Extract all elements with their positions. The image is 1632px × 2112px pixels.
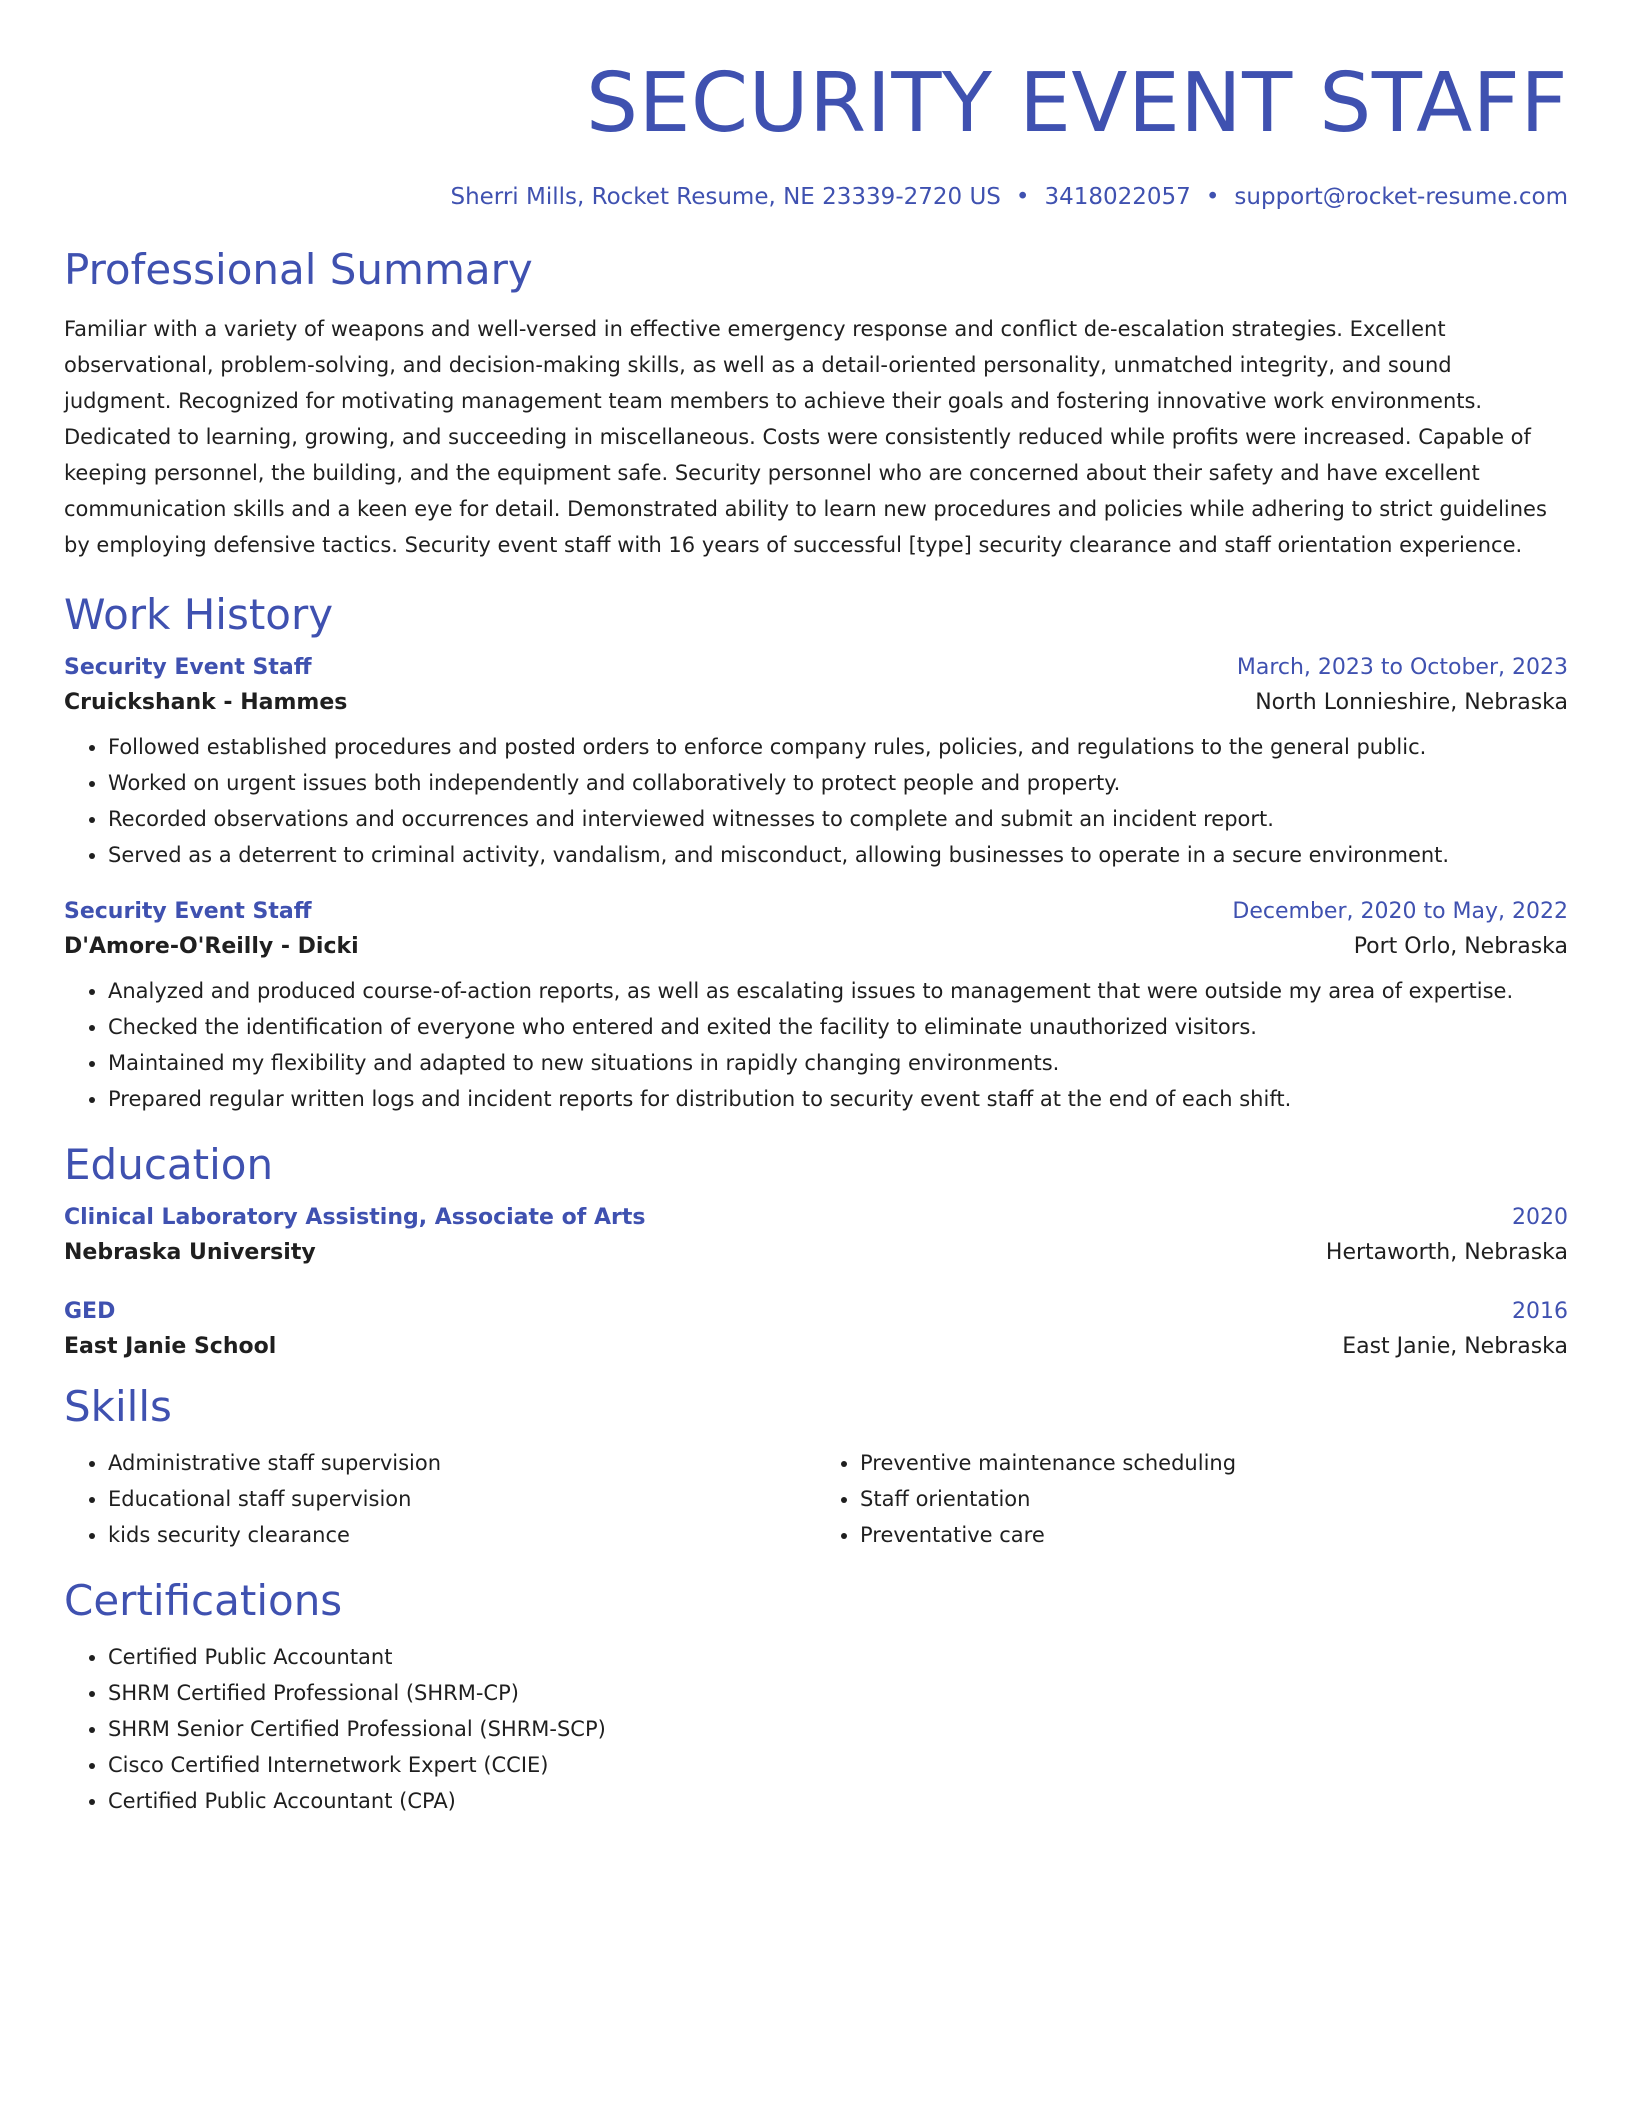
skills-list-right <box>816 1445 1568 1553</box>
job-bullet: • Followed established procedures and posted orders to enforce company rules, policies, and regulations to the general public. <box>108 729 1568 765</box>
resume-title: SECURITY EVENT STAFF <box>586 56 1568 151</box>
education-school: Nebraska University <box>64 1240 316 1265</box>
skill-item: • Educational staff supervision <box>108 1481 816 1517</box>
skills-heading: Skills <box>64 1382 172 1431</box>
job-bullets <box>64 729 1568 873</box>
skills-list-left <box>64 1445 816 1553</box>
job-bullet: • Served as a deterrent to criminal activity, vandalism, and misconduct, allowing businesses to operate in a secure environment. <box>108 837 1568 873</box>
work-history-heading: Work History <box>64 590 334 639</box>
job-bullets <box>64 973 1568 1117</box>
job-employer: Cruickshank - Hammes <box>64 690 348 715</box>
certification-item: • SHRM Certified Professional (SHRM-CP) <box>108 1675 1568 1711</box>
skill-item: • Preventative care <box>860 1517 1568 1553</box>
education-location: Hertaworth, Nebraska <box>1325 1240 1568 1265</box>
job-entry <box>64 899 1568 1117</box>
job-dates: December, 2020 to May, 2022 <box>1232 899 1568 924</box>
summary-line: observational, problem-solving, and decision-making skills, as well as a detail-oriented personality, unmatched integrity, and sound <box>64 353 1452 377</box>
education-year: 2020 <box>1512 1205 1568 1230</box>
certification-item: • SHRM Senior Certified Professional (SHRM-SCP) <box>108 1711 1568 1747</box>
summary-line: judgment. Recognized for motivating management team members to achieve their goals and fostering innovative work environments. <box>64 389 1483 413</box>
summary-line: Dedicated to learning, growing, and succeeding in miscellaneous. Costs were consistently reduced while profits were increased. Capable of <box>64 425 1531 449</box>
skill-item: • Administrative staff supervision <box>108 1445 816 1481</box>
job-bullet: • Recorded observations and occurrences and interviewed witnesses to complete and submit an incident report. <box>108 801 1568 837</box>
job-title: Security Event Staff <box>64 899 312 924</box>
certification-item: • Certified Public Accountant <box>108 1639 1568 1675</box>
education-header <box>64 1299 1568 1324</box>
summary-line: communication skills and a keen eye for detail. Demonstrated ability to learn new procedures and policies while adhering to strict guidelines <box>64 497 1547 521</box>
education-heading: Education <box>64 1140 274 1189</box>
education-degree: Clinical Laboratory Assisting, Associate of Arts <box>64 1205 646 1230</box>
job-title: Security Event Staff <box>64 655 312 680</box>
certifications-list <box>64 1639 1568 1819</box>
certification-item: • Certified Public Accountant (CPA) <box>108 1783 1568 1819</box>
job-dates: March, 2023 to October, 2023 <box>1236 655 1568 680</box>
contact-phone: 3418022057 <box>1044 184 1191 210</box>
summary-heading: Professional Summary <box>64 245 533 294</box>
job-employer-row <box>64 934 1568 959</box>
job-entry <box>64 655 1568 873</box>
job-header <box>64 899 1568 924</box>
education-school: East Janie School <box>64 1334 277 1359</box>
education-school-row <box>64 1240 1568 1265</box>
skills-grid <box>64 1445 1568 1553</box>
skill-item: • kids security clearance <box>108 1517 816 1553</box>
job-bullet: • Maintained my flexibility and adapted to new situations in rapidly changing environments. <box>108 1045 1568 1081</box>
certifications-heading: Certifications <box>64 1576 343 1625</box>
job-bullet: • Checked the identification of everyone who entered and exited the facility to eliminate unauthorized visitors. <box>108 1009 1568 1045</box>
skill-item: • Preventive maintenance scheduling <box>860 1445 1568 1481</box>
contact-line <box>64 182 1568 212</box>
education-header <box>64 1205 1568 1230</box>
education-school-row <box>64 1334 1568 1359</box>
job-bullet: • Worked on urgent issues both independently and collaboratively to protect people and property. <box>108 765 1568 801</box>
job-bullet: • Analyzed and produced course-of-action reports, as well as escalating issues to management that were outside my area of expertise. <box>108 973 1568 1009</box>
summary-line: Familiar with a variety of weapons and well-versed in effective emergency response and conflict de-escalation strategies. Excellent <box>64 317 1446 341</box>
contact-address: Sherri Mills, Rocket Resume, NE 23339-2720 US <box>450 184 1001 210</box>
job-employer: D'Amore-O'Reilly - Dicki <box>64 934 359 959</box>
job-location: Port Orlo, Nebraska <box>1353 934 1568 959</box>
summary-text <box>64 311 1568 563</box>
education-entry <box>64 1299 1568 1359</box>
skill-item: • Staff orientation <box>860 1481 1568 1517</box>
job-location: North Lonnieshire, Nebraska <box>1255 690 1568 715</box>
education-location: East Janie, Nebraska <box>1342 1334 1568 1359</box>
job-header <box>64 655 1568 680</box>
education-entry <box>64 1205 1568 1265</box>
education-year: 2016 <box>1512 1299 1568 1324</box>
summary-line: by employing defensive tactics. Security event staff with 16 years of successful [type] security clearance and staff orientation experience. <box>64 533 1523 557</box>
summary-line: keeping personnel, the building, and the equipment safe. Security personnel who are concerned about their safety and have excellent <box>64 461 1480 485</box>
job-employer-row <box>64 690 1568 715</box>
contact-separator: • <box>1015 184 1030 210</box>
job-bullet: • Prepared regular written logs and incident reports for distribution to security event staff at the end of each shift. <box>108 1081 1568 1117</box>
education-degree: GED <box>64 1299 116 1324</box>
contact-separator: • <box>1205 184 1220 210</box>
contact-email: support@rocket-resume.com <box>1234 184 1568 210</box>
certification-item: • Cisco Certified Internetwork Expert (CCIE) <box>108 1747 1568 1783</box>
